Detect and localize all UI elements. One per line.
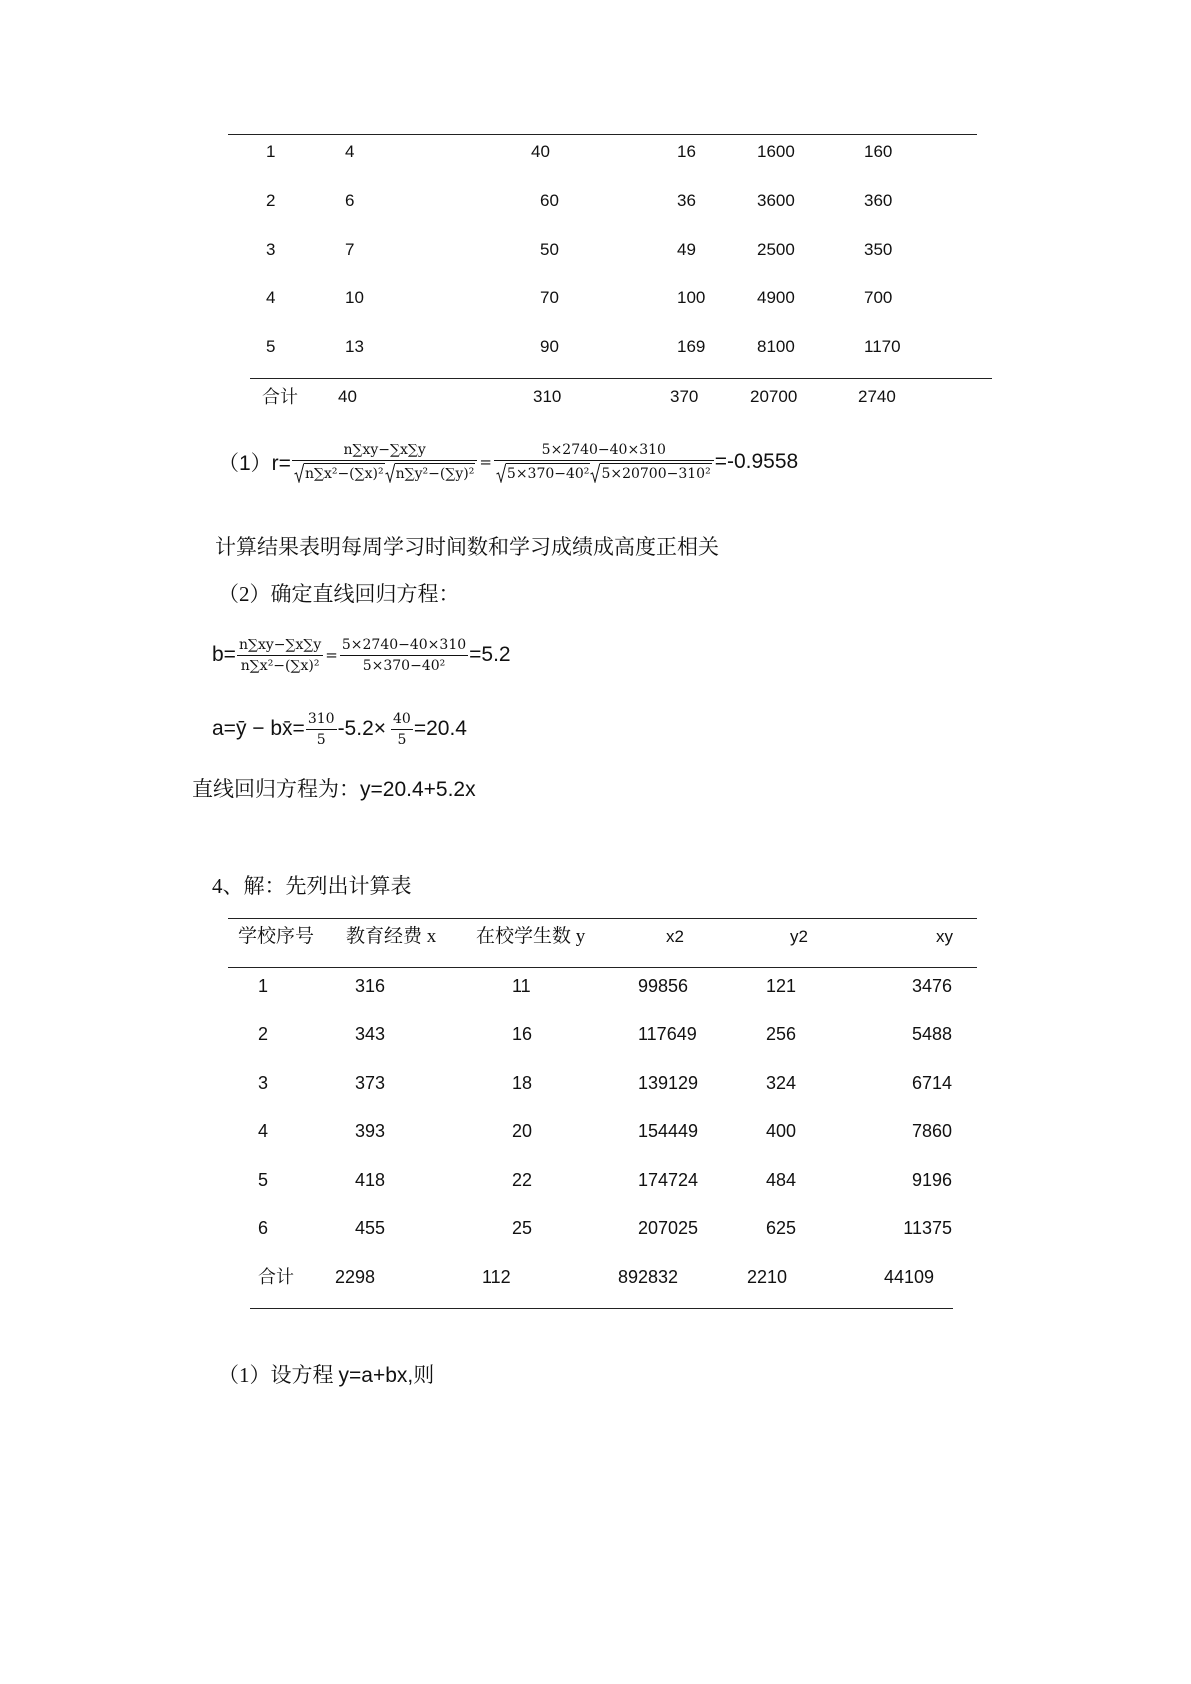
table-cell: 169 [677,337,706,356]
square-root [294,463,385,483]
table-cell: 60 [540,190,559,210]
table-row [0,1116,1191,1146]
table-cell: 22 [512,1169,533,1190]
table-header-cell: 在校学生数 y [476,926,586,947]
fraction-numerator: 5×2740−40×310 [494,442,714,461]
table-top-rule [228,134,977,135]
table-top-rule [228,918,977,919]
equation-setup-formula: y=a+bx,则 [338,1364,435,1387]
table-cell: 256 [766,1024,797,1045]
table-cell: 6 [345,190,355,210]
table-total-cell: 40 [338,387,357,406]
table-row [0,283,1191,313]
table-row [0,1019,1191,1049]
fraction [494,442,714,483]
radical-sign [590,463,600,483]
table-cell: 360 [864,190,893,210]
fraction [237,637,323,674]
radical-sign [496,463,506,483]
table-cell: 7860 [911,1121,952,1142]
table-row [0,235,1191,265]
table-total-cell: 2298 [335,1267,376,1287]
formula-label: （1）r= [218,452,291,475]
formula-label: a=ȳ − bx̄= [212,717,305,740]
table-header-cell: x2 [666,927,684,946]
table-cell: 49 [677,239,696,259]
square-root [385,463,476,483]
table-cell: 16 [677,142,696,161]
table-cell: 3600 [757,190,795,210]
formula-label: b= [212,643,236,666]
table-cell: 40 [531,142,550,161]
table-header-rule [228,967,977,968]
table-cell: 1 [258,976,269,996]
table-total-cell: 112 [482,1267,511,1287]
fraction-denominator [292,461,477,483]
fraction-numerator: n∑xy−∑x∑y [292,442,477,461]
table-header-cell: y2 [790,927,808,946]
slope-formula [212,625,511,685]
table-cell: 7 [345,239,355,259]
radicand: 5×20700−310² [600,463,711,483]
table-cell: 6 [258,1218,269,1238]
table-cell: 20 [512,1121,533,1142]
table-cell: 4900 [757,288,795,308]
formula-term: -5.2× [337,717,387,740]
fraction [340,637,468,674]
table-cell: 160 [864,142,893,161]
fraction-denominator: 5×370−40² [362,657,446,674]
radical-sign [385,463,395,483]
table-cell: 1 [266,142,276,161]
table-cell: 100 [677,288,706,308]
fraction-denominator: 5 [316,731,326,748]
regression-equation: y=20.4+5.2x [360,778,476,801]
table-cell: 36 [677,190,696,210]
table-cell: 4 [345,142,355,161]
table-row [0,1068,1191,1098]
table-row [0,137,1191,167]
table-cell: 2500 [757,239,795,259]
table-row [0,1165,1191,1195]
table-row [0,186,1191,216]
table-cell: 139129 [638,1072,699,1093]
table-cell: 1600 [757,142,795,161]
square-root [496,463,591,483]
table-cell: 50 [540,239,559,259]
table-total-row [0,1262,1191,1292]
table-total-cell: 2210 [747,1267,788,1287]
table-cell: 700 [864,288,893,308]
table-cell: 117649 [638,1024,697,1045]
table-cell: 455 [355,1218,386,1238]
table-bottom-rule [250,1308,953,1309]
table-cell: 2 [258,1024,269,1045]
table-cell: 484 [766,1169,797,1190]
fraction-numerator: 5×2740−40×310 [340,637,468,656]
table-cell: 393 [355,1121,386,1142]
table-cell: 373 [355,1072,386,1093]
regression-equation-line [192,774,476,804]
table-total-cell: 合计 [258,1267,294,1287]
table-cell: 6714 [911,1072,952,1093]
equation-setup-label: （1）设方程 [218,1363,334,1387]
table-cell: 400 [766,1121,797,1142]
table-cell: 154449 [638,1121,699,1142]
table-row [0,332,1191,362]
formula-result: =5.2 [469,643,511,666]
radicand: n∑y²−(∑y)² [395,463,476,483]
equation-setup-line [218,1360,434,1390]
table-cell: 625 [766,1218,797,1238]
equals-sign: = [325,646,338,664]
table-cell: 174724 [638,1169,699,1190]
table-cell: 90 [540,337,559,356]
fraction-denominator: n∑x²−(∑x)² [240,657,320,674]
problem-heading: 4、解：先列出计算表 [212,874,412,898]
table-cell: 5 [266,337,276,356]
correlation-formula [218,432,798,492]
table-cell: 11375 [903,1218,952,1238]
table-cell: 4 [258,1121,269,1142]
fraction-numerator: 310 [306,711,337,730]
table-cell: 343 [355,1024,386,1045]
table-total-cell: 2740 [858,387,896,406]
table-cell: 99856 [638,976,689,996]
table-total-rule [250,378,992,379]
formula-result: =20.4 [413,717,467,740]
fraction [292,442,477,483]
table-cell: 18 [512,1072,533,1093]
table-total-cell: 20700 [750,387,798,406]
table-cell: 11 [512,976,531,996]
fraction [391,711,413,748]
table-header-row [0,922,1191,952]
fraction-denominator [494,461,714,483]
table-cell: 13 [345,337,364,356]
fraction [306,711,337,748]
fraction-denominator: 5 [397,731,407,748]
section-heading: （2）确定直线回归方程： [218,582,460,606]
table-cell: 1170 [864,337,901,356]
conclusion-text: 计算结果表明每周学习时间数和学习成绩成高度正相关 [215,535,719,559]
radicand: n∑x²−(∑x)² [304,463,385,483]
regression-label: 直线回归方程为： [192,777,360,801]
table-cell: 70 [540,288,559,308]
table-cell: 5 [258,1169,269,1190]
table-cell: 8100 [757,337,795,356]
table-total-cell: 44109 [884,1267,935,1287]
radicand: 5×370−40² [506,463,591,483]
table-row [0,1213,1191,1243]
fraction-numerator: n∑xy−∑x∑y [237,637,323,656]
table-total-cell: 370 [670,387,699,406]
table-total-cell: 310 [533,387,562,406]
table-cell: 4 [266,288,276,308]
table-cell: 16 [512,1024,533,1045]
table-header-cell: 教育经费 x [346,926,437,947]
table-cell: 207025 [638,1218,699,1238]
table-total-row [0,382,1191,412]
table-cell: 350 [864,239,893,259]
table-cell: 25 [512,1218,533,1238]
table-cell: 3 [266,239,276,259]
table-cell: 418 [355,1169,386,1190]
equals-sign: = [479,453,492,471]
table-cell: 9196 [911,1169,952,1190]
table-cell: 3 [258,1072,269,1093]
table-cell: 2 [266,190,276,210]
table-header-cell: 学校序号 [238,926,315,947]
table-cell: 10 [345,288,364,308]
table-cell: 324 [766,1072,797,1093]
square-root [590,463,711,483]
table-total-cell: 合计 [262,387,298,407]
table-row [0,971,1191,1001]
intercept-formula [212,699,467,759]
table-cell: 316 [355,976,386,996]
table-header-cell: xy [936,927,953,946]
table-total-cell: 892832 [618,1267,679,1287]
fraction-numerator: 40 [391,711,413,730]
radical-sign [294,463,304,483]
table-cell: 5488 [911,1024,952,1045]
table-cell: 121 [766,976,797,996]
table-cell: 3476 [911,976,952,996]
formula-result: =-0.9558 [714,450,799,473]
